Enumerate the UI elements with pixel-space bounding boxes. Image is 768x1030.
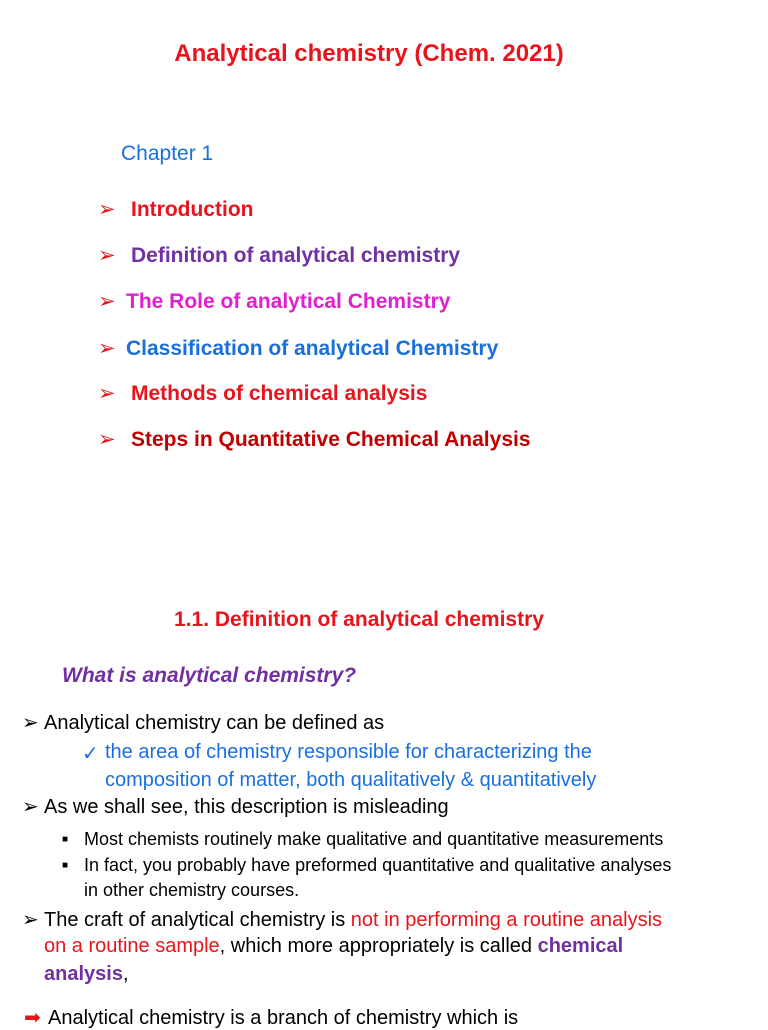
bullet-point-3-line-1: [22, 907, 662, 932]
checkmark-icon: ✓: [82, 743, 99, 765]
section-title: 1.1. Definition of analytical chemistry: [174, 608, 544, 631]
toc-item: [98, 289, 450, 314]
point3-text-f: analysis: [44, 963, 123, 985]
point3-text-a: The craft of analytical chemistry is: [44, 909, 351, 931]
bullet-point-1-text: Analytical chemistry can be defined as: [44, 712, 385, 734]
bullet-point-3-line-2: [44, 935, 623, 958]
sub-point-2-line-1: In fact, you probably have preformed quantitative and qualitative analyses: [84, 855, 672, 875]
question-heading: What is analytical chemistry?: [62, 664, 357, 687]
toc-item-label: Steps in Quantitative Chemical Analysis: [131, 428, 531, 451]
red-arrow-bullet-icon: ➡: [24, 1007, 41, 1029]
arrowhead-bullet-icon: ➢: [98, 198, 116, 221]
toc-item-label: Classification of analytical Chemistry: [126, 337, 499, 360]
bullet-point-4-text: Analytical chemistry is a branch of chemistry which is: [48, 1007, 519, 1029]
point3-text-g: ,: [122, 963, 129, 985]
check-line-1: the area of chemistry responsible for characterizing the: [105, 741, 592, 763]
point3-text-b: not in performing a routine analysis: [350, 909, 663, 931]
check-line-2: composition of matter, both qualitatively & quantitatively: [105, 769, 597, 791]
bullet-point-3-line-3: [44, 963, 129, 986]
bullet-point-2-text: As we shall see, this description is misleading: [44, 796, 449, 818]
sub-point-1: Most chemists routinely make qualitative and quantitative measurements: [84, 829, 664, 849]
arrowhead-bullet-icon: ➢: [22, 796, 39, 818]
arrowhead-bullet-icon: ➢: [98, 290, 116, 313]
arrowhead-bullet-icon: ➢: [98, 382, 116, 405]
arrowhead-bullet-icon: ➢: [22, 712, 39, 734]
arrowhead-bullet-icon: ➢: [98, 337, 116, 360]
toc-item-label: Introduction: [131, 198, 254, 221]
toc-item: [98, 336, 498, 361]
square-bullet-icon: ■: [62, 834, 69, 845]
toc-item-label: The Role of analytical Chemistry: [126, 290, 451, 313]
square-bullet-icon: ■: [62, 860, 69, 871]
toc-item-label: Definition of analytical chemistry: [131, 244, 461, 267]
point3-text-d: , which more appropriately is called: [219, 935, 538, 957]
toc-item: [98, 381, 427, 406]
toc-item: [98, 197, 253, 222]
bullet-point-2: [22, 794, 449, 819]
arrowhead-bullet-icon: ➢: [98, 244, 116, 267]
bullet-point-1: [22, 710, 384, 735]
toc-item: [98, 243, 460, 268]
slide-title: Analytical chemistry (Chem. 2021): [174, 40, 564, 67]
chapter-heading: Chapter 1: [121, 142, 214, 165]
point3-text-e: chemical: [537, 935, 624, 957]
bullet-point-4: [24, 1005, 518, 1030]
sub-point-2-line-2: in other chemistry courses.: [84, 880, 300, 900]
arrowhead-bullet-icon: ➢: [22, 909, 39, 931]
toc-item: [98, 427, 531, 452]
toc-item-label: Methods of chemical analysis: [131, 382, 428, 405]
arrowhead-bullet-icon: ➢: [98, 428, 116, 451]
point3-text-c: on a routine sample: [44, 935, 220, 957]
